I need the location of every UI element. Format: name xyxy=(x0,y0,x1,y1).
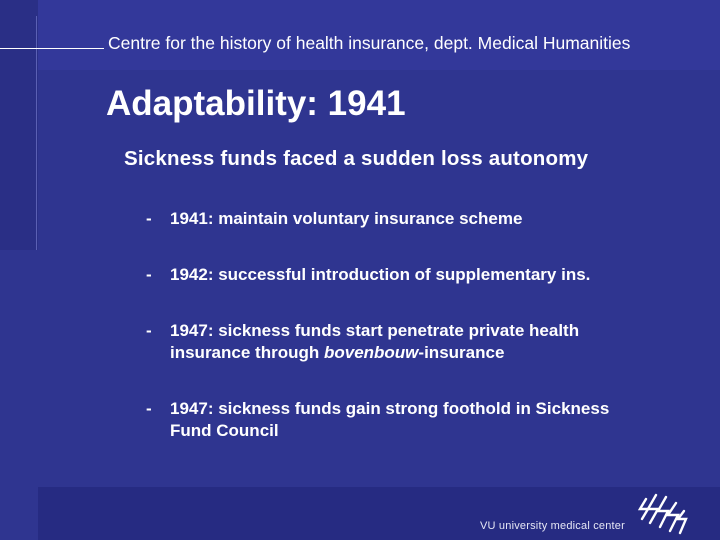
slide-title: Adaptability: 1941 xyxy=(106,84,406,123)
header-divider xyxy=(36,16,37,250)
bullet-item xyxy=(146,208,706,230)
bullet-text-line1: 1947: sickness funds start penetrate private health xyxy=(170,321,580,340)
bullet-dash: - xyxy=(146,399,152,418)
bullet-list xyxy=(146,208,706,476)
bullet-text: 1942: successful introduction of supplementary ins. xyxy=(170,265,591,284)
vumc-logo-icon xyxy=(632,489,688,539)
slide-subtitle: Sickness funds faced a sudden loss autonomy xyxy=(124,147,589,170)
header-text: Centre for the history of health insurance, dept. Medical Humanities xyxy=(108,33,631,53)
bullet-dash: - xyxy=(146,265,152,284)
bullet-text-line1: 1947: sickness funds gain strong foothold in Sickness xyxy=(170,399,610,418)
bullet-text: 1941: maintain voluntary insurance scheme xyxy=(170,209,523,228)
footer-band xyxy=(38,487,720,540)
bullet-text-emphasis: bovenbouw xyxy=(323,343,419,362)
bullet-text-line2-post: -insurance xyxy=(418,343,505,362)
bullet-dash: - xyxy=(146,321,152,340)
bullet-item xyxy=(146,398,706,442)
footer-text: VU university medical center xyxy=(480,520,625,532)
bullet-dash: - xyxy=(146,209,152,228)
header-side-panel xyxy=(0,0,38,250)
bullet-item xyxy=(146,320,706,364)
bullet-item xyxy=(146,264,706,286)
header-rule xyxy=(0,48,104,49)
bullet-text-line2: Fund Council xyxy=(170,421,279,440)
bullet-text-line2-pre: insurance through xyxy=(170,343,324,362)
